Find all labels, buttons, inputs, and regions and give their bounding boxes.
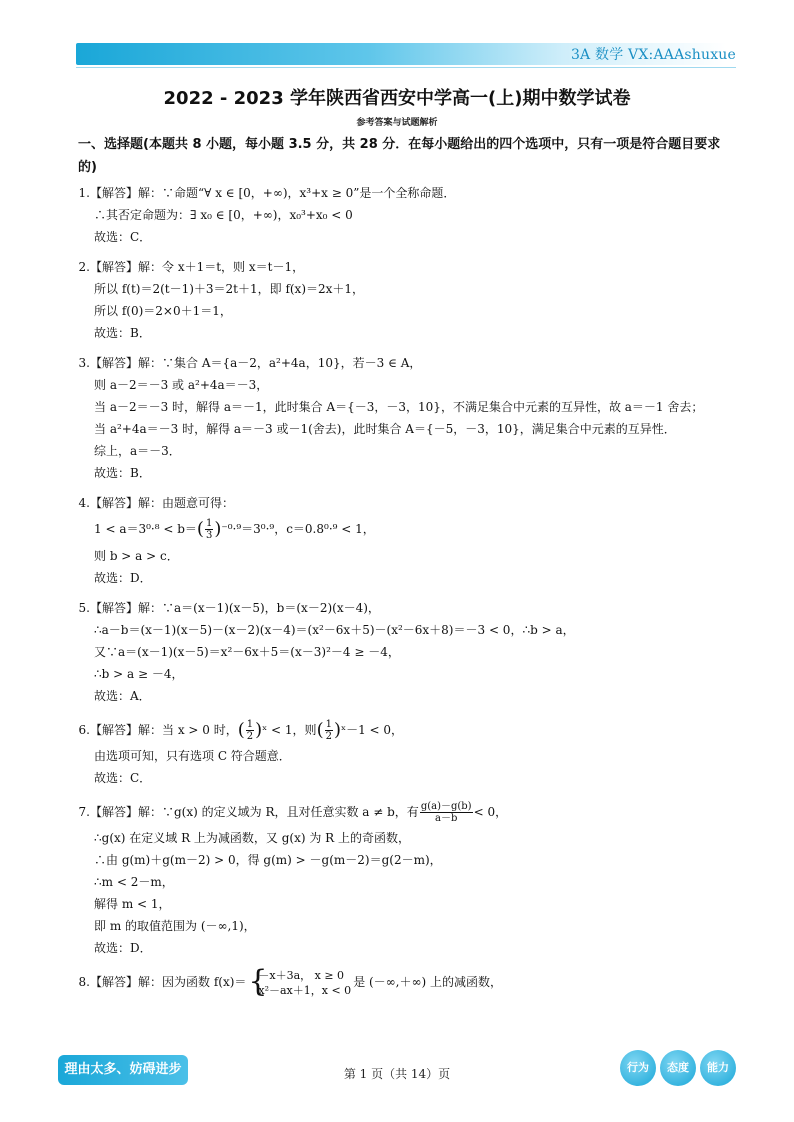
- answer-line: ∴其否定命题为：∃ x₀ ∈ [0，+∞)，x₀³+x₀ < 0: [94, 208, 353, 222]
- badge-ability: 能力: [700, 1050, 736, 1086]
- answer-line: 【解答】解：令 x＋1＝t，则 x＝t－1，: [90, 260, 305, 274]
- brand-label: 3A 数学 VX:AAAshuxue: [570, 47, 736, 63]
- answer-line: ∴b > a ≥ －4，: [94, 666, 184, 681]
- fraction-numerator: 1: [205, 518, 213, 529]
- answer-line: ∴由 g(m)＋g(m－2) > 0，得 g(m) > －g(m－2)＝g(2－m)，: [94, 853, 442, 867]
- answer-line: 【解答】解：∵集合 A＝{a－2，a²+4a，10}，若－3 ∈ A，: [90, 356, 422, 370]
- question-number: 8.: [78, 975, 90, 989]
- question-7: [78, 797, 728, 959]
- answer-body: [78, 182, 728, 1006]
- question-8: [78, 963, 728, 999]
- footer-badges: [620, 1050, 736, 1086]
- fraction-denominator: 2: [246, 730, 254, 742]
- page-subtitle: 参考答案与试题解析: [356, 118, 438, 128]
- answer-line: 【解答】解：∵命题“∀ x ∈ [0，+∞)，x³+x ≥ 0”是一个全称命题．: [90, 186, 456, 200]
- answer-line: 所以 f(0)＝2×0＋1＝1，: [94, 304, 232, 318]
- answer-choice: 故选：A．: [94, 688, 151, 703]
- page-number: 第 1 页（共 14）页: [343, 1067, 451, 1081]
- answer-line: 由选项可知，只有选项 C 符合题意．: [94, 749, 291, 763]
- question-3: [78, 352, 728, 484]
- answer-choice: 故选：B．: [94, 326, 151, 340]
- formula-part: 是 (－∞,＋∞) 上的减函数，: [353, 975, 502, 989]
- section-heading-line2: 的): [78, 160, 97, 175]
- section-heading-line1: 一、选择题(本题共 8 小题，每小题 3.5 分，共 28 分．在每小题给出的四个选项中，只有一项是符合题目要求: [78, 137, 721, 152]
- question-number: 6.: [78, 722, 90, 737]
- fraction: [246, 719, 254, 742]
- answer-line: 当 a－2＝－3 时，解得 a＝－1，此时集合 A＝{－3，－3，10}，不满足集合中元素的互异性，故 a＝－1 舍去；: [94, 400, 704, 414]
- question-number: 7.: [78, 805, 90, 819]
- answer-line: 【解答】解：∵g(x) 的定义域为 R，且对任意实数 a ≠ b，有: [90, 805, 419, 819]
- answer-line: 则 b > a > c．: [94, 548, 179, 563]
- answer-line: 则 a－2＝－3 或 a²+4a＝－3，: [94, 378, 269, 392]
- answer-line: 当 a²+4a＝－3 时，解得 a＝－3 或－1(舍去)，此时集合 A＝{－5，－3，10}，满足集合中元素的互异性．: [94, 422, 676, 436]
- fraction: [420, 801, 473, 824]
- answer-line: 所以 f(t)＝2(t－1)＋3＝2t＋1，即 f(x)＝2x＋1，: [94, 282, 365, 296]
- answer-line: 【解答】解：当 x > 0 时，: [90, 722, 238, 737]
- answer-line: ∴m < 2－m，: [94, 875, 174, 889]
- fraction-numerator: 1: [325, 718, 332, 730]
- badge-attitude: 态度: [660, 1050, 696, 1086]
- answer-choice: 故选：C．: [94, 771, 152, 785]
- header-divider: [76, 67, 736, 68]
- piecewise-case: －x＋3a， x ≥ 0: [258, 968, 345, 982]
- fraction-denominator: 3: [205, 530, 213, 541]
- fraction: [325, 719, 333, 742]
- answer-line: 【解答】解：∵a＝(x－1)(x－5)，b＝(x－2)(x－4)，: [90, 600, 380, 615]
- answer-line: 又∵a＝(x－1)(x－5)＝x²－6x＋5＝(x－3)²－4 ≥ －4，: [94, 644, 400, 659]
- fraction: [205, 518, 213, 541]
- question-number: 3.: [78, 356, 90, 370]
- section-heading: [78, 133, 728, 179]
- answer-line: 【解答】解：由题意可得：: [90, 496, 235, 510]
- answer-choice: 故选：C．: [94, 230, 152, 244]
- formula-part: < 0，: [473, 805, 508, 819]
- question-number: 1.: [78, 186, 90, 200]
- formula-part: ⁻⁰·⁹＝3⁰·⁹，c＝0.8⁰·⁹ < 1，: [221, 522, 375, 536]
- answer-line: 即 m 的取值范围为 (－∞,1)，: [94, 919, 256, 933]
- question-2: [78, 256, 728, 344]
- page-title: 2022 - 2023 学年陕西省西安中学高一(上)期中数学试卷: [163, 88, 631, 109]
- fraction-denominator: a－b: [435, 813, 458, 824]
- formula-part: ˣ－1 < 0，: [341, 722, 404, 737]
- fraction-denominator: 2: [325, 730, 332, 742]
- question-1: [78, 182, 728, 248]
- answer-line: ∴g(x) 在定义域 R 上为减函数，又 g(x) 为 R 上的奇函数，: [94, 831, 411, 845]
- question-number: 2.: [78, 260, 90, 274]
- footer-slogan: 理由太多、妨碍进步: [58, 1055, 188, 1085]
- piecewise-function: { －x＋3a， x ≥ 0 x²－ax＋1，x < 0: [248, 963, 352, 999]
- piecewise-case: x²－ax＋1，x < 0: [258, 983, 352, 997]
- answer-choice: 故选：D．: [94, 570, 152, 585]
- answer-choice: 故选：B．: [94, 466, 151, 480]
- question-5: [78, 597, 728, 707]
- formula-part: ˣ < 1，则: [262, 722, 317, 737]
- answer-choice: 故选：D．: [94, 941, 152, 955]
- fraction-numerator: 1: [246, 718, 254, 730]
- question-number: 4.: [78, 496, 90, 510]
- badge-behavior: 行为: [620, 1050, 656, 1086]
- answer-line-formula: 1 < a＝3⁰·⁸ < b＝( $\frac{1}{3}$ )⁻⁰·⁹＝3⁰·⁹，c＝0.8⁰·⁹ < 1，: [94, 518, 375, 541]
- question-4: [78, 492, 728, 589]
- answer-line: 【解答】解：因为函数 f(x)＝: [90, 975, 247, 989]
- formula-part: 1 < a＝3⁰·⁸ < b＝: [94, 522, 197, 536]
- question-6: 6.【解答】解：当 x > 0 时，( $\frac{1}{2}$ )ˣ < 1，则( $\frac{1}{2}$ )ˣ－1 < 0， 由选项可知，只有选项 C 符合题意． 故选：C．: [78, 715, 728, 790]
- answer-line: 综上，a＝－3．: [94, 444, 181, 458]
- answer-line: 解得 m < 1，: [94, 897, 171, 911]
- fraction-numerator: g(a)－g(b): [420, 801, 472, 812]
- question-number: 5.: [78, 600, 90, 615]
- answer-line: ∴a－b＝(x－1)(x－5)－(x－2)(x－4)＝(x²－6x＋5)－(x²－6x＋8)＝－3 < 0，∴b > a，: [94, 622, 575, 637]
